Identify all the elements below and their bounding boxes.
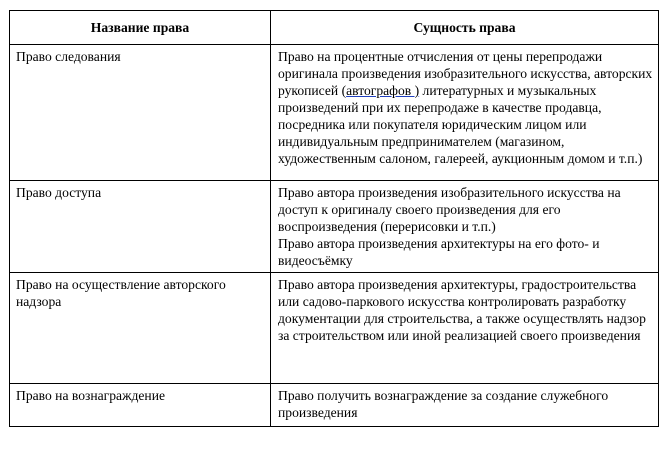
header-right-essence: Сущность права [271,11,659,45]
essence-text: Право автора произведения архитектуры на его фото- и видеосъёмку [278,236,600,268]
header-right-name: Название права [10,11,271,45]
table-row [10,273,659,384]
right-name: Право доступа [16,185,102,200]
right-name: Право на вознаграждение [16,388,166,403]
right-name-cell [10,181,271,273]
essence-text: Право на процентные отчисления от цены перепродажи оригинала произведения изобразительного искусства, авторских рукописей ( [278,49,653,98]
right-essence-cell [271,45,659,181]
table-row [10,181,659,273]
rights-table [9,10,659,427]
right-name: Право на осуществление авторского надзора [16,277,226,309]
right-essence [271,45,658,169]
right-essence [271,181,658,271]
right-essence: Право автора произведения архитектуры, градостроительства или садово-паркового искусства контролировать разработку документации для строительства, а также осуществлять надзор за строительством или иной реализацией своего произведения [278,277,646,343]
essence-text: Право автора произведения изобразительного искусства на доступ к оригиналу своего произведения для его воспроизведения (перерисовки и т.п.) [278,185,621,234]
autographs-link[interactable]: автографов ) [346,83,420,98]
table-row [10,384,659,427]
right-name-cell [10,45,271,181]
right-name-cell [10,384,271,427]
right-name: Право следования [16,49,121,64]
right-essence-cell [271,181,659,273]
table-row [10,45,659,181]
essence-text: литературных и музыкальных произведений при их перепродаже в качестве продавца, посредника или покупателя юридическим лицом или индивидуальным предпринимателем (магазином, художественным салоном, галереей, аукционным домом и т.п.) [278,83,643,166]
right-name-cell [10,273,271,384]
right-essence-cell [271,384,659,427]
right-essence: Право получить вознаграждение за создание служебного произведения [278,388,609,420]
right-essence-cell [271,273,659,384]
table-header-row [10,11,659,45]
